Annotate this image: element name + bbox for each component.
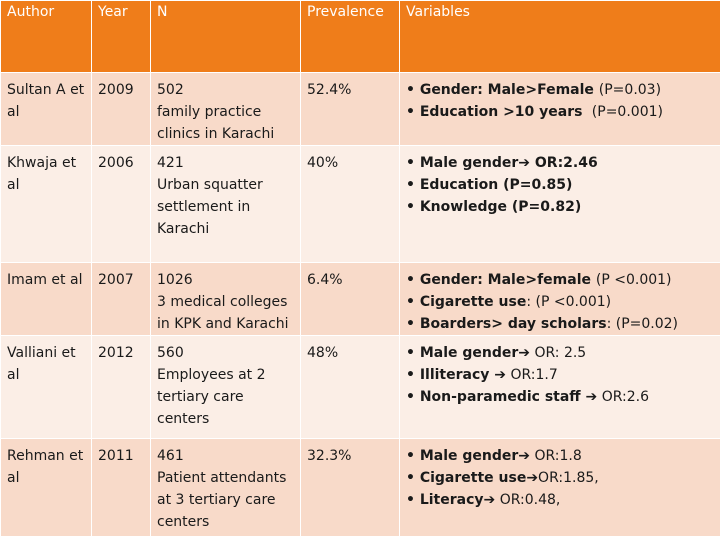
variable-item: • Gender: Male>Female (P=0.03): [406, 82, 662, 98]
variable-item: • Cigarette use➔OR:1.85,: [406, 470, 599, 486]
right-arrow-icon: ➔: [494, 367, 506, 383]
cell-n: [151, 146, 301, 263]
table-header-row: [1, 1, 720, 73]
variable-item: • Gender: Male>female (P <0.001): [406, 272, 672, 288]
n-count: 1026: [157, 272, 193, 288]
cell-year: 2006: [92, 146, 151, 263]
n-description: Employees at 2 tertiary care centers: [157, 367, 270, 427]
n-description: Patient attendants at 3 tertiary care centers: [157, 470, 291, 530]
cell-n: [151, 336, 301, 439]
variable-item: • Male gender➔ OR:1.8: [406, 448, 582, 464]
cell-variables: [400, 336, 720, 439]
header-prevalence: Prevalence: [301, 1, 400, 73]
n-description: family practice clinics in Karachi: [157, 104, 275, 142]
variable-item: • Non-paramedic staff ➔ OR:2.6: [406, 389, 650, 405]
right-arrow-icon: ➔: [526, 470, 539, 486]
right-arrow-icon: ➔: [518, 155, 531, 171]
cell-author: Valliani et al: [1, 336, 92, 439]
right-arrow-icon: ➔: [483, 492, 496, 508]
variable-item: • Male gender➔ OR:2.46: [406, 155, 598, 171]
cell-author: Rehman et al: [1, 439, 92, 537]
table-row: [1, 146, 720, 263]
cell-variables: [400, 146, 720, 263]
variable-item: • Illiteracy ➔ OR:1.7: [406, 367, 558, 383]
n-count: 461: [157, 448, 184, 464]
cell-prevalence: 48%: [301, 336, 400, 439]
table-row: [1, 439, 720, 537]
cell-year: 2009: [92, 73, 151, 146]
cell-year: 2012: [92, 336, 151, 439]
variable-item: • Education (P=0.85): [406, 177, 573, 193]
cell-variables: [400, 73, 720, 146]
cell-n: [151, 263, 301, 336]
table-row: [1, 73, 720, 146]
cell-prevalence: 6.4%: [301, 263, 400, 336]
cell-author: Sultan A et al: [1, 73, 92, 146]
cell-prevalence: 32.3%: [301, 439, 400, 537]
n-count: 421: [157, 155, 184, 171]
n-count: 560: [157, 345, 184, 361]
variable-item: • Literacy➔ OR:0.48,: [406, 492, 561, 508]
variable-item: • Boarders> day scholars: (P=0.02): [406, 316, 678, 332]
cell-n: [151, 73, 301, 146]
n-count: 502: [157, 82, 184, 98]
n-description: Urban squatter settlement in Karachi: [157, 177, 268, 237]
table-row: [1, 263, 720, 336]
n-description: 3 medical colleges in KPK and Karachi: [157, 294, 292, 332]
variable-item: • Male gender➔ OR: 2.5: [406, 345, 587, 361]
header-author: Author: [1, 1, 92, 73]
table-row: [1, 336, 720, 439]
right-arrow-icon: ➔: [585, 389, 598, 405]
cell-n: [151, 439, 301, 537]
cell-variables: [400, 439, 720, 537]
cell-variables: [400, 263, 720, 336]
cell-author: Imam et al: [1, 263, 92, 336]
variable-item: • Education >10 years (P=0.001): [406, 104, 663, 120]
header-n: N: [151, 1, 301, 73]
cell-prevalence: 40%: [301, 146, 400, 263]
cell-prevalence: 52.4%: [301, 73, 400, 146]
variable-item: • Cigarette use: (P <0.001): [406, 294, 612, 310]
header-year: Year: [92, 1, 151, 73]
header-variables: Variables: [400, 1, 720, 73]
cell-year: 2011: [92, 439, 151, 537]
right-arrow-icon: ➔: [518, 345, 531, 361]
right-arrow-icon: ➔: [518, 448, 531, 464]
cell-author: Khwaja et al: [1, 146, 92, 263]
variable-item: • Knowledge (P=0.82): [406, 199, 582, 215]
cell-year: 2007: [92, 263, 151, 336]
